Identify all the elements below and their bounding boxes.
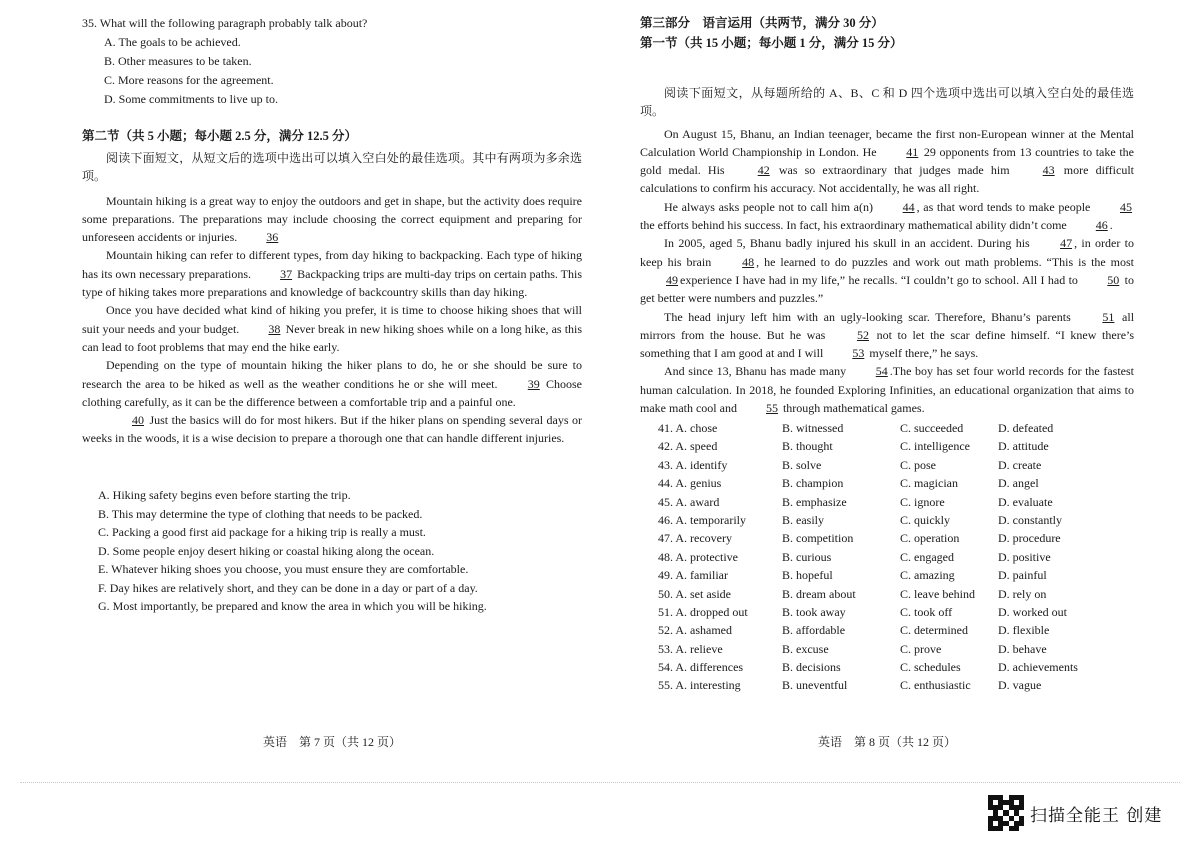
choice-row: 47. A. recovery B. competition C. operation D. procedure bbox=[658, 531, 1061, 546]
choice-row: 42. A. speed B. thought C. intelligence D. attitude bbox=[658, 439, 1049, 454]
question-35-option: B. Other measures to be taken. bbox=[104, 54, 252, 68]
blank-41[interactable]: 41 bbox=[906, 144, 919, 159]
part-3-heading: 第三部分 语言运用（共两节，满分 30 分） bbox=[640, 16, 884, 30]
blank-52[interactable]: 52 bbox=[856, 327, 869, 342]
option-item: D. Some people enjoy desert hiking or coastal hiking along the ocean. bbox=[98, 543, 435, 558]
hiking-passage bbox=[82, 192, 582, 448]
blank-42[interactable]: 42 bbox=[757, 163, 770, 178]
passage-paragraph: On August 15, Bhanu, an Indian teenager, became the first non-European winner at the Mental Calculation World Championship in London. He 41 29 opponents from 13 countries to take the gold medal. His 42 was so extraordinary that judges made him 43 more difficult calculations to confirm his accuracy. Not accidentally, he was all right. bbox=[640, 126, 1134, 196]
choice-row: 54. A. differences B. decisions C. schedules D. achievements bbox=[658, 660, 1078, 675]
page-footer: 英语 第 7 页（共 12 页） bbox=[262, 735, 401, 749]
page-8 bbox=[640, 0, 1134, 780]
blank-49[interactable]: 49 bbox=[666, 272, 678, 287]
section-2-heading: 第二节（共 5 小题；每小题 2.5 分，满分 12.5 分） bbox=[82, 129, 358, 143]
blank-54[interactable]: 54 bbox=[875, 364, 888, 379]
passage-paragraph: 40 Just the basics will do for most hikers. But if the hiker plans on spending several days or weeks in the woods, it is a wise decision to prepare a thorough one that can handle different injuries. bbox=[82, 413, 582, 446]
blank-50[interactable]: 50 bbox=[1107, 272, 1120, 287]
option-item: B. This may determine the type of clothing that needs to be packed. bbox=[98, 506, 423, 521]
passage-paragraph: Depending on the type of mountain hiking the hiker plans to do, he or she should be sure to research the area to be hiked as well as the weather conditions he or she will meet. 39 Choose clothing carefully, as it can be the difference between a comfortable trip and a painful one. bbox=[82, 358, 582, 409]
page-footer: 英语 第 8 页（共 12 页） bbox=[817, 735, 956, 749]
passage-paragraph: In 2005, aged 5, Bhanu badly injured his skull in an accident. During his 47 , in order to keep his brain 48 , he learned to do puzzles and work out math problems. “This is the most 49 experience I have had in my life,” he recalls. “I couldn’t go to school. All I had to 50 to get better were numbers and puzzles.” bbox=[640, 236, 1135, 306]
question-35-option: C. More reasons for the agreement. bbox=[104, 73, 274, 87]
blank-53[interactable]: 53 bbox=[852, 346, 865, 361]
option-item: G. Most importantly, be prepared and know the area in which you will be hiking. bbox=[98, 599, 487, 613]
question-35 bbox=[82, 14, 582, 109]
section-1-heading: 第一节（共 15 小题；每小题 1 分，满分 15 分） bbox=[640, 36, 903, 50]
cloze-passage bbox=[640, 84, 1134, 417]
blank-46[interactable]: 46 bbox=[1095, 218, 1108, 233]
passage-paragraph: Mountain hiking is a great way to enjoy the outdoors and get in shape, but the activity does require some preparations. The preparations may include choosing the correct equipment and preparing for unforeseen accidents or injuries. 36 bbox=[82, 192, 582, 247]
choice-row: 52. A. ashamed B. affordable C. determined D. flexible bbox=[658, 623, 1050, 638]
blank-45[interactable]: 45 bbox=[1120, 199, 1133, 214]
blank-51[interactable]: 51 bbox=[1102, 309, 1115, 324]
question-35-option: D. Some commitments to live up to. bbox=[104, 92, 278, 106]
blank-44[interactable]: 44 bbox=[902, 199, 915, 214]
blank-43[interactable]: 43 bbox=[1042, 163, 1055, 178]
choice-row: 44. A. genius B. champion C. magician D. angel bbox=[658, 476, 1039, 491]
scanner-label: 扫描全能王 创建 bbox=[1030, 805, 1163, 826]
section-2 bbox=[82, 127, 582, 448]
cloze-instruction: 阅读下面短文，从每题所给的 A、B、C 和 D 四个选项中选出可以填入空白处的最佳选项。 bbox=[640, 86, 1134, 119]
choice-row: 41. A. chose B. witnessed C. succeeded D. defeated bbox=[658, 421, 1054, 435]
choice-row: 50. A. set aside B. dream about C. leave behind D. rely on bbox=[658, 586, 1047, 601]
passage-paragraph: The head injury left him with an ugly-looking scar. Therefore, Bhanu’s parents 51 all mirrors from the house. But he was 52 not to let the scar define himself. “I knew there’s something that I am good at and I will 53 myself there,” he says. bbox=[640, 308, 1134, 363]
blank-37[interactable]: 37 bbox=[280, 266, 293, 281]
passage-paragraph: And since 13, Bhanu has made many 54 .The boy has set four world records for the fastest human calculation. In 2018, he founded Exploring Infinities, an educational organization that aims to make math cool and 55 through mathematical games. bbox=[640, 362, 1134, 417]
choice-row: 46. A. temporarily B. easily C. quickly D. constantly bbox=[658, 512, 1062, 527]
question-35-stem: 35. What will the following paragraph probably talk about? bbox=[82, 16, 368, 30]
choice-row: 53. A. relieve B. excuse C. prove D. behave bbox=[658, 641, 1047, 656]
blank-38[interactable]: 38 bbox=[268, 321, 281, 336]
option-item: C. Packing a good first aid package for a hiking trip is really a must. bbox=[98, 525, 426, 539]
part-3-headings bbox=[640, 14, 1134, 52]
blank-36[interactable]: 36 bbox=[266, 230, 279, 245]
choice-row: 55. A. interesting B. uneventful C. enthusiastic D. vague bbox=[658, 678, 1042, 693]
option-item: F. Day hikes are relatively short, and they can be done in a day or part of a day. bbox=[98, 580, 478, 595]
choice-row: 49. A. familiar B. hopeful C. amazing D. painful bbox=[658, 568, 1047, 583]
blank-47[interactable]: 47 bbox=[1060, 236, 1073, 251]
question-35-option: A. The goals to be achieved. bbox=[104, 35, 241, 49]
section-2-options bbox=[82, 486, 582, 616]
option-item: A. Hiking safety begins even before starting the trip. bbox=[98, 488, 351, 502]
choices-table bbox=[658, 419, 1134, 695]
blank-39[interactable]: 39 bbox=[527, 376, 540, 391]
passage-paragraph: Mountain hiking can refer to different types, from day hiking to backpacking. Each type of hiking has its own necessary preparations. 37 Backpacking trips are multi-day trips on certain paths. This type of hiking takes more preparations and knowledge of backcountry skills than day hiking. bbox=[82, 248, 583, 300]
scan-edge-divider bbox=[20, 782, 1180, 783]
choice-row: 48. A. protective B. curious C. engaged D. positive bbox=[658, 549, 1051, 564]
blank-55[interactable]: 55 bbox=[765, 401, 778, 416]
choice-row: 43. A. identify B. solve C. pose D. create bbox=[658, 457, 1042, 472]
scanner-watermark bbox=[988, 795, 1162, 831]
passage-paragraph: He always asks people not to call him a(n) 44 , as that word tends to make people 45 the efforts behind his success. In fact, his extraordinary mathematical ability didn’t come 46 . bbox=[640, 198, 1134, 235]
page-7 bbox=[82, 0, 582, 780]
section-2-instruction: 阅读下面短文，从短文后的选项中选出可以填入空白处的最佳选项。其中有两项为多余选项。 bbox=[82, 151, 582, 184]
qr-code-icon bbox=[988, 795, 1024, 831]
choice-row: 51. A. dropped out B. took away C. took off D. worked out bbox=[658, 604, 1067, 619]
passage-paragraph: Once you have decided what kind of hiking you prefer, it is time to choose hiking shoes that will suit your needs and your budget. 38 Never break in new hiking shoes while on a long hike, as this can lead to foot problems that may end the hike early. bbox=[82, 303, 583, 354]
choice-row: 45. A. award B. emphasize C. ignore D. evaluate bbox=[658, 494, 1053, 509]
blank-40[interactable]: 40 bbox=[132, 413, 144, 428]
option-item: E. Whatever hiking shoes you choose, you must ensure they are comfortable. bbox=[98, 562, 469, 576]
blank-48[interactable]: 48 bbox=[742, 254, 755, 269]
